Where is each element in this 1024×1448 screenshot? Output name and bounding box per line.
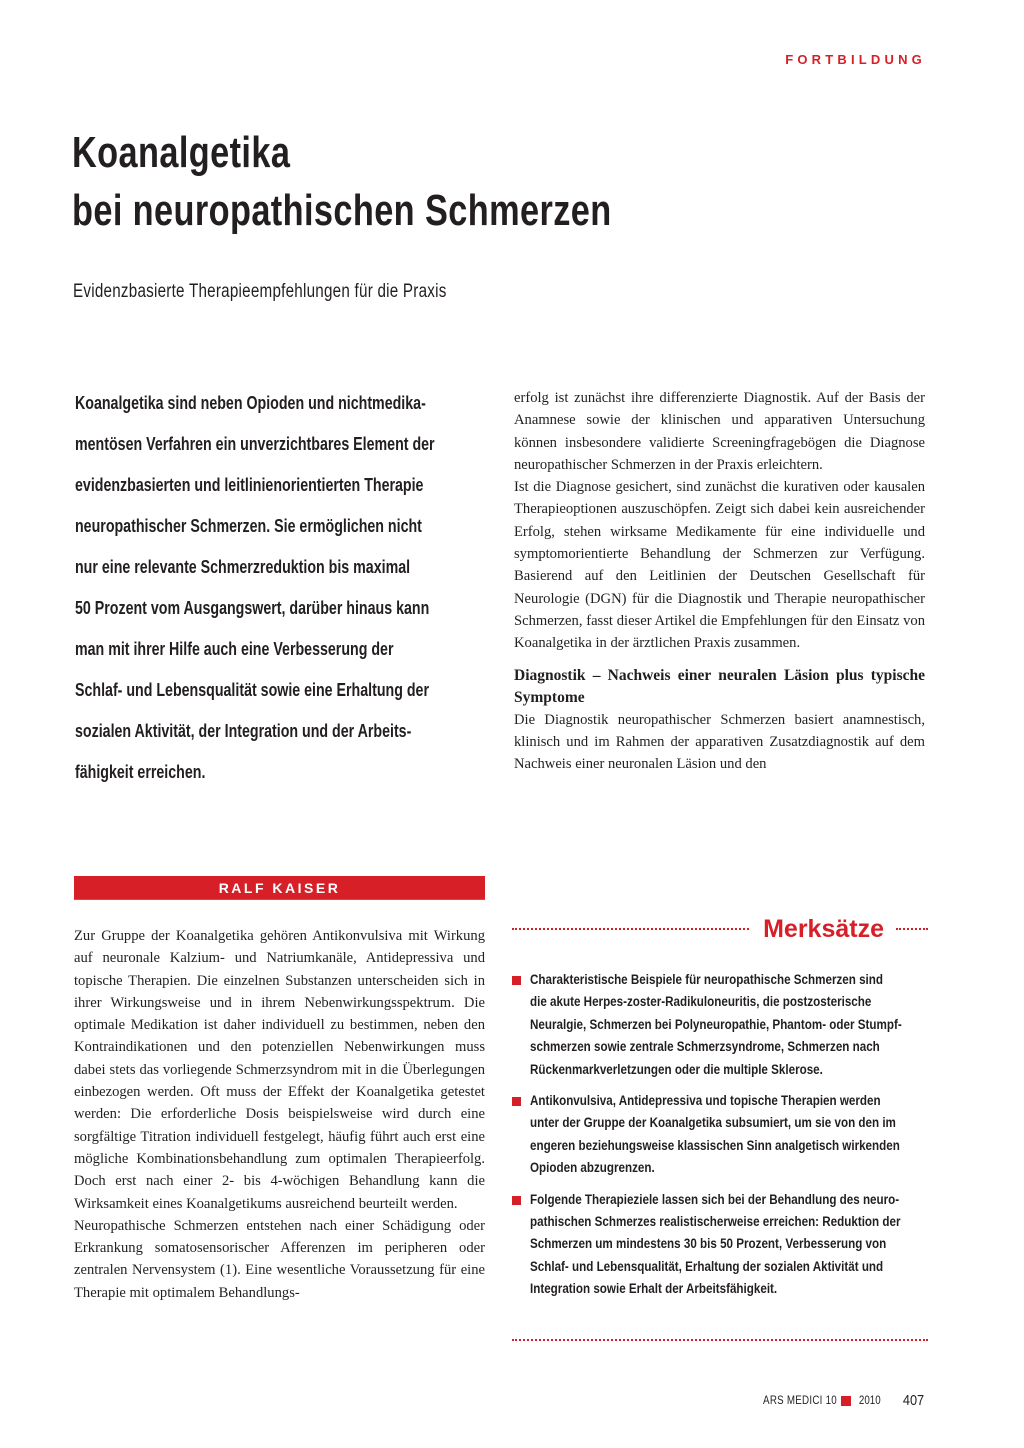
square-separator-icon	[841, 1396, 851, 1406]
section-subheading: Diagnostik – Nachweis einer neuralen Läsion plus typische Symptome	[514, 666, 925, 706]
lead-line: sozialen Aktivität, der Integration und der Arbeits-	[75, 721, 412, 741]
lead-line: nur eine relevante Schmerzreduktion bis maximal	[75, 557, 411, 577]
dotted-rule	[512, 1339, 928, 1341]
left-column-body	[74, 925, 485, 1304]
text-line: Antikonvulsiva, Antidepressiva und topische Therapien werden	[530, 1093, 881, 1110]
article-title	[72, 124, 774, 240]
body-paragraph: Zur Gruppe der Koanalgetika gehören Antikonvulsiva mit Wirkung auf neuronale Kalzium- und Natriumkanäle, Antidepressiva und topische Therapien. Die einzelnen Substanzen unterscheiden sich in ihrer Wirkungsweise und in ihrem Nebenwirkungsspektrum. Die optimale Medikation ist daher individuell zu bestimmen, neben den Kontraindikationen und den potenziellen Nebenwirkungen muss dabei stets das vorliegende Schmerzsyndrom mit in die Überlegungen einbezogen werden. Oft muss der Effekt der Koanalgetika getestet werden: Die erforderliche Dosis beispielsweise wird durch eine sorgfältige Titration individuell festgelegt, häufig führt auch erst eine mögliche Kombinationsbehandlung zum optimalen Therapieerfolg. Doch erst nach einer 2- bis 4-wöchigen Behandlung kann die Wirksamkeit eines Koanalgetikums ausreichend beurteilt werden.	[74, 928, 485, 1212]
merksaetze-list	[512, 969, 932, 1310]
merksaetze-title: Merksätze	[763, 914, 884, 943]
body-paragraph: Die Diagnostik neuropathischer Schmerzen basiert anamnestisch, klinisch und im Rahmen der apparativen Zusatzdiagnostik auf dem Nachweis einer neuronalen Läsion und den	[514, 711, 925, 773]
list-item-text	[530, 1189, 932, 1301]
list-item	[512, 1189, 932, 1301]
text-line: die akute Herpes-zoster-Radikuloneuritis, die postzosterische	[530, 994, 872, 1011]
page-footer	[750, 1392, 926, 1409]
lead-line: Schlaf- und Lebensqualität sowie eine Erhaltung der	[75, 680, 429, 700]
text-line: Schmerzen um mindestens 30 bis 50 Prozent, Verbesserung von	[530, 1236, 887, 1253]
square-bullet-icon	[512, 1097, 521, 1106]
text-line: Integration sowie Erhalt der Arbeitsfähigkeit.	[530, 1281, 778, 1298]
text-line: Rückenmarkverletzungen oder die multiple Sklerose.	[530, 1061, 823, 1078]
text-line: Charakteristische Beispiele für neuropathische Schmerzen sind	[530, 972, 884, 988]
lead-line: mentösen Verfahren ein unverzichtbares Element der	[75, 434, 435, 454]
merksaetze-header	[512, 912, 928, 946]
text-line: Folgende Therapieziele lassen sich bei der Behandlung des neuro-	[530, 1191, 900, 1208]
dotted-rule	[896, 928, 928, 930]
text-line: Neuralgie, Schmerzen bei Polyneuropathie, Phantom- oder Stumpf-	[530, 1016, 902, 1033]
article-subtitle: Evidenzbasierte Therapieempfehlungen für die Praxis	[73, 281, 447, 302]
list-item	[512, 969, 932, 1081]
square-bullet-icon	[512, 1196, 521, 1205]
page-number: 407	[902, 1392, 925, 1409]
author-bar	[74, 876, 485, 900]
lead-paragraph	[75, 383, 486, 793]
author-name: RALF KAISER	[218, 879, 341, 896]
text-line: schmerzen sowie zentrale Schmerzsyndrome, Schmerzen nach	[530, 1039, 880, 1056]
lead-line: fähigkeit erreichen.	[75, 762, 206, 782]
text-line: pathischen Schmerzes realistischerweise erreichen: Reduktion der	[530, 1214, 901, 1231]
text-line: unter der Gruppe der Koanalgetika subsumiert, um sie von den im	[530, 1115, 896, 1132]
lead-line: 50 Prozent vom Ausgangswert, darüber hinaus kann	[75, 598, 430, 618]
lead-line: Koanalgetika sind neben Opioden und nichtmedika-	[75, 393, 426, 413]
title-line: Koanalgetika	[72, 128, 291, 177]
title-line: bei neuropathischen Schmerzen	[72, 186, 612, 235]
lead-line: evidenzbasierten und leitlinienorientierten Therapie	[75, 475, 424, 495]
body-paragraph: Ist die Diagnose gesichert, sind zunächst die kurativen oder kausalen Therapieoptionen auszuschöpfen. Zeigt sich dabei kein ausreichender Erfolg, stehen wirksame Medikamente für eine individuelle und symptomorientierte Behandlung der Schmerzen zur Verfügung. Basierend auf den Leitlinien der Deutschen Gesellschaft für Neurologie (DGN) für die Diagnostik und Therapie neuropathischer Schmerzen, fasst dieser Artikel die Empfehlungen für den Einsatz von Koanalgetika in der ärztlichen Praxis zusammen.	[514, 479, 925, 652]
dotted-rule	[512, 928, 749, 930]
text-line: Schlaf- und Lebensqualität, Erhaltung der sozialen Aktivität und	[530, 1258, 884, 1275]
right-column-top	[514, 387, 925, 775]
text-line: Opioden abzugrenzen.	[530, 1160, 655, 1177]
body-paragraph: erfolg ist zunächst ihre differenzierte Diagnostik. Auf der Basis der Anamnese sowie der klinischen und apparativen Untersuchung können insbesondere validierte Screeningfragebögen die Diagnose neuropathischer Schmerzen in der Praxis erleichtern.	[514, 390, 925, 473]
list-item	[512, 1090, 932, 1180]
section-label: FORTBILDUNG	[785, 52, 926, 67]
square-bullet-icon	[512, 976, 521, 985]
list-item-text	[530, 1090, 932, 1180]
journal-year: 2010	[859, 1394, 882, 1407]
journal-name: ARS MEDICI 10	[763, 1394, 838, 1407]
lead-line: neuropathischer Schmerzen. Sie ermöglichen nicht	[75, 516, 422, 536]
lead-line: man mit ihrer Hilfe auch eine Verbesserung der	[75, 639, 394, 659]
list-item-text	[530, 969, 932, 1081]
text-line: engeren beziehungsweise klassischen Sinn analgetisch wirkenden	[530, 1137, 900, 1154]
body-paragraph: Neuropathische Schmerzen entstehen nach einer Schädigung oder Erkrankung somatosensorischer Afferenzen im peripheren oder zentralen Nervensystem (1). Eine wesentliche Voraussetzung für eine Therapie mit optimalem Behandlungs-	[74, 1217, 485, 1301]
